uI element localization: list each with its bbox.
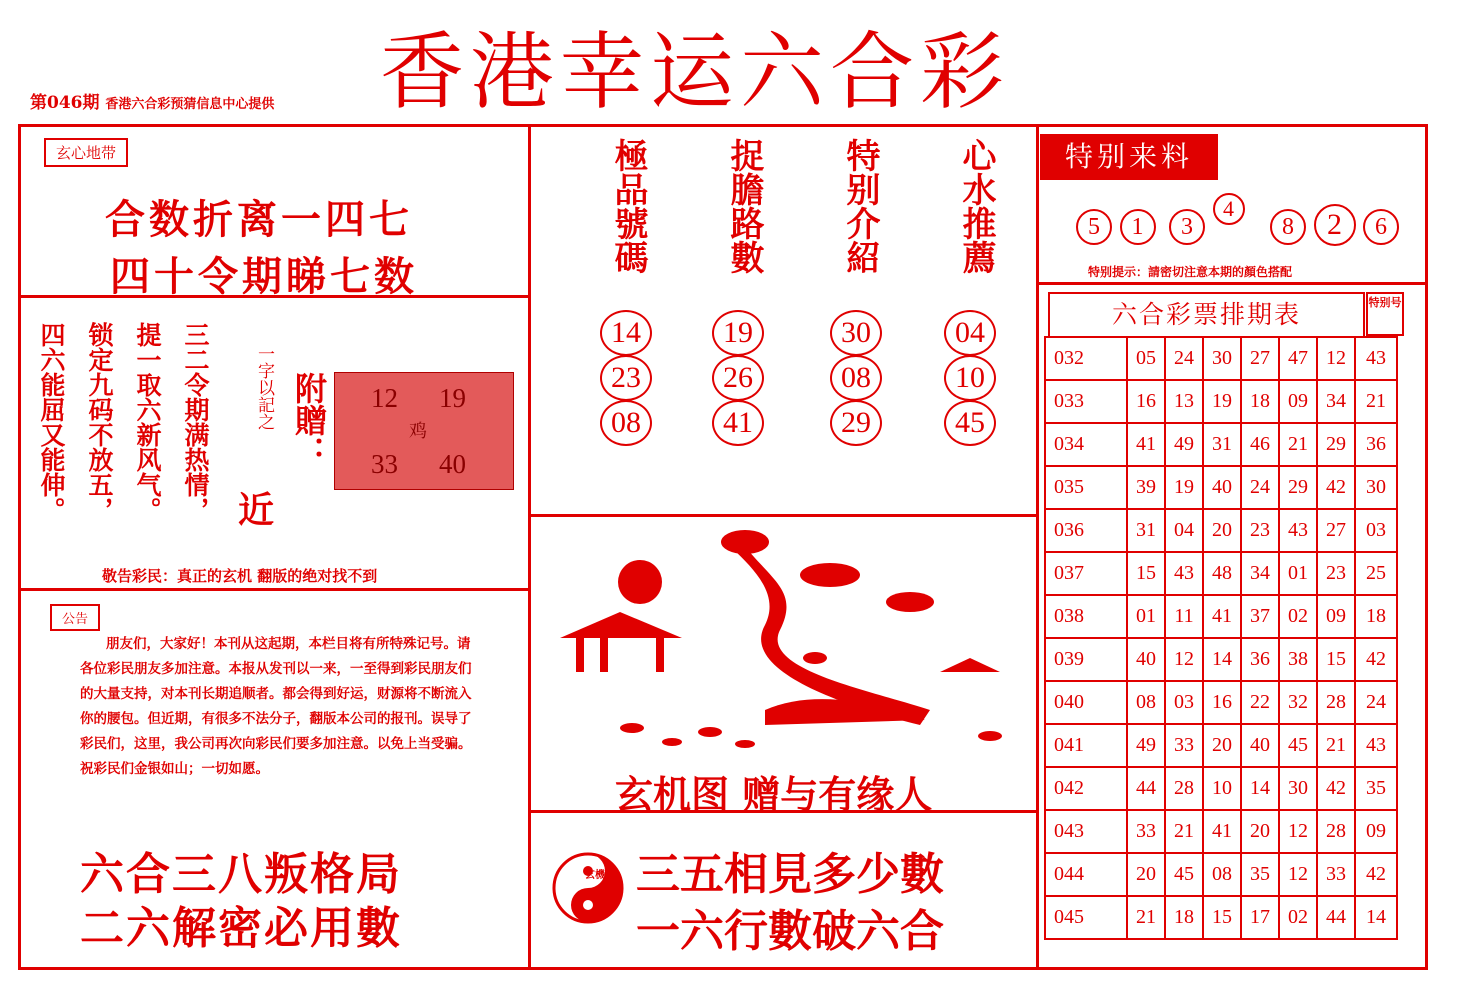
schedule-number: 20 xyxy=(1203,724,1241,767)
divider-mid-right xyxy=(1036,124,1039,970)
schedule-number: 23 xyxy=(1241,509,1279,552)
notice-text: 朋友们，大家好！本刊从这起期，本栏目将有所特殊记号。请各位彩民朋友多加注意。本报从发刊以一来，一至得到彩民朋友们的大量支持，对本刊长期追顺者。都会得到好运，财源将不断流入你的腰包。但近期，有很多不法分子，翻版本公司的报刊。误导了彩民们，这里，我公司再次向彩民们要多加注意。以免上当受骗。祝彩民们金银如山；一切如愿。 xyxy=(80,636,472,777)
schedule-number: 44 xyxy=(1127,767,1165,810)
schedule-special-number: 30 xyxy=(1355,466,1397,509)
bottom-mid-line-1: 三五相見多少數 xyxy=(636,849,944,900)
stepping-stones-icon xyxy=(620,723,1002,748)
schedule-number: 12 xyxy=(1317,337,1355,380)
schedule-number: 15 xyxy=(1317,638,1355,681)
schedule-row xyxy=(1045,853,1397,896)
poem-col-1: 三二令期满热情， xyxy=(181,322,210,522)
schedule-body xyxy=(1045,337,1397,939)
schedule-special-number: 18 xyxy=(1355,595,1397,638)
schedule-number: 41 xyxy=(1203,810,1241,853)
gift-number-box xyxy=(334,372,514,490)
issue-provider: 香港六合彩预猜信息中心提供 xyxy=(105,97,275,112)
schedule-number: 12 xyxy=(1165,638,1203,681)
bottom-left-line-2: 二六解密必用數 xyxy=(80,903,402,954)
schedule-number: 28 xyxy=(1165,767,1203,810)
schedule-row xyxy=(1045,337,1397,380)
schedule-number: 21 xyxy=(1317,724,1355,767)
schedule-number: 38 xyxy=(1279,638,1317,681)
schedule-number: 29 xyxy=(1317,423,1355,466)
schedule-number: 40 xyxy=(1241,724,1279,767)
schedule-number: 19 xyxy=(1203,380,1241,423)
schedule-special-number: 35 xyxy=(1355,767,1397,810)
sun-icon xyxy=(618,560,662,604)
schedule-row xyxy=(1045,638,1397,681)
schedule-period: 038 xyxy=(1045,595,1127,638)
schedule-period: 043 xyxy=(1045,810,1127,853)
rec-col-4-title: 心水推薦 xyxy=(956,138,996,274)
schedule-table xyxy=(1044,336,1398,940)
schedule-number: 01 xyxy=(1127,595,1165,638)
schedule-special-number: 43 xyxy=(1355,337,1397,380)
schedule-period: 040 xyxy=(1045,681,1127,724)
divider-left-mid xyxy=(528,124,531,970)
schedule-period: 033 xyxy=(1045,380,1127,423)
poem-col-4: 四六能屈又能伸。 xyxy=(37,322,66,522)
schedule-special-number: 24 xyxy=(1355,681,1397,724)
schedule-row xyxy=(1045,767,1397,810)
schedule-number: 42 xyxy=(1317,767,1355,810)
schedule-number: 36 xyxy=(1241,638,1279,681)
schedule-number: 44 xyxy=(1317,896,1355,939)
divider-right-1 xyxy=(1036,282,1428,285)
rec-col-1-num-2: 23 xyxy=(600,355,652,401)
special-numbers xyxy=(1076,196,1399,246)
schedule-number: 12 xyxy=(1279,810,1317,853)
schedule-number: 33 xyxy=(1127,810,1165,853)
schedule-number: 01 xyxy=(1279,552,1317,595)
schedule-number: 43 xyxy=(1279,509,1317,552)
schedule-number: 24 xyxy=(1165,337,1203,380)
rec-col-1-num-1: 14 xyxy=(600,310,652,356)
schedule-row xyxy=(1045,595,1397,638)
schedule-row xyxy=(1045,681,1397,724)
schedule-period: 036 xyxy=(1045,509,1127,552)
schedule-number: 40 xyxy=(1127,638,1165,681)
schedule-number: 30 xyxy=(1203,337,1241,380)
schedule-number: 20 xyxy=(1127,853,1165,896)
schedule-period: 042 xyxy=(1045,767,1127,810)
schedule-number: 02 xyxy=(1279,595,1317,638)
schedule-number: 22 xyxy=(1241,681,1279,724)
schedule-number: 02 xyxy=(1279,896,1317,939)
schedule-number: 32 xyxy=(1279,681,1317,724)
schedule-number: 29 xyxy=(1279,466,1317,509)
schedule-row xyxy=(1045,509,1397,552)
schedule-number: 12 xyxy=(1279,853,1317,896)
schedule-number: 49 xyxy=(1165,423,1203,466)
top-left-line-2: 四十令期睇七数 xyxy=(110,253,418,300)
yin-yang-icon xyxy=(552,852,624,924)
rec-col-4-num-3: 45 xyxy=(944,400,996,446)
poem-col-2: 提一取六新风气。 xyxy=(133,322,162,522)
schedule-number: 20 xyxy=(1203,509,1241,552)
schedule-number: 11 xyxy=(1165,595,1203,638)
schedule-number: 30 xyxy=(1279,767,1317,810)
issue-number: 第046期 xyxy=(30,93,100,113)
schedule-number: 20 xyxy=(1241,810,1279,853)
schedule-number: 21 xyxy=(1127,896,1165,939)
gift-number-2: 19 xyxy=(439,383,466,413)
schedule-number: 45 xyxy=(1165,853,1203,896)
divider-left-2 xyxy=(18,588,530,591)
schedule-period: 045 xyxy=(1045,896,1127,939)
schedule-number: 18 xyxy=(1165,896,1203,939)
schedule-number: 18 xyxy=(1241,380,1279,423)
schedule-number: 37 xyxy=(1241,595,1279,638)
rec-col-3-num-1: 30 xyxy=(830,310,882,356)
notice-badge: 公告 xyxy=(50,604,100,631)
rec-col-1-num-3: 08 xyxy=(600,400,652,446)
schedule-number: 28 xyxy=(1317,681,1355,724)
bottom-left-line-1: 六合三八叛格局 xyxy=(80,849,402,900)
schedule-number: 14 xyxy=(1241,767,1279,810)
schedule-row xyxy=(1045,380,1397,423)
schedule-number: 15 xyxy=(1203,896,1241,939)
special-number-5: 8 xyxy=(1270,209,1306,245)
schedule-special-header: 特别号 xyxy=(1366,292,1404,336)
schedule-special-number: 43 xyxy=(1355,724,1397,767)
emblem-label: 玄機 xyxy=(585,870,605,881)
schedule-number: 41 xyxy=(1203,595,1241,638)
schedule-special-number: 21 xyxy=(1355,380,1397,423)
schedule-number: 16 xyxy=(1203,681,1241,724)
schedule-number: 08 xyxy=(1203,853,1241,896)
schedule-number: 04 xyxy=(1165,509,1203,552)
schedule-special-number: 36 xyxy=(1355,423,1397,466)
schedule-row xyxy=(1045,810,1397,853)
rec-col-4-num-2: 10 xyxy=(944,355,996,401)
pavilion-icon xyxy=(560,612,682,672)
special-number-2: 1 xyxy=(1120,209,1156,245)
schedule-number: 14 xyxy=(1203,638,1241,681)
rec-col-3-title: 特别介紹 xyxy=(840,138,880,274)
warning-text: 敬告彩民：真正的玄机 翻版的绝对找不到 xyxy=(102,567,378,585)
schedule-number: 10 xyxy=(1203,767,1241,810)
gift-word: 近 xyxy=(238,489,275,531)
schedule-title: 六合彩票排期表 xyxy=(1048,292,1365,338)
schedule-period: 041 xyxy=(1045,724,1127,767)
schedule-row xyxy=(1045,724,1397,767)
schedule-number: 45 xyxy=(1279,724,1317,767)
rec-col-4-num-1: 04 xyxy=(944,310,996,356)
bottom-mid-line-2: 一六行數破六合 xyxy=(636,906,944,957)
schedule-number: 21 xyxy=(1165,810,1203,853)
rec-col-3-num-3: 29 xyxy=(830,400,882,446)
special-number-1: 5 xyxy=(1076,209,1112,245)
schedule-row xyxy=(1045,896,1397,939)
schedule-number: 09 xyxy=(1279,380,1317,423)
special-number-6: 2 xyxy=(1314,204,1356,246)
schedule-number: 16 xyxy=(1127,380,1165,423)
schedule-number: 48 xyxy=(1203,552,1241,595)
schedule-period: 032 xyxy=(1045,337,1127,380)
rec-col-2-num-1: 19 xyxy=(712,310,764,356)
schedule-period: 035 xyxy=(1045,466,1127,509)
schedule-special-number: 03 xyxy=(1355,509,1397,552)
top-left-line-1: 合数折离一四七 xyxy=(105,196,413,243)
gift-animal: 鸡 xyxy=(409,421,427,442)
schedule-number: 49 xyxy=(1127,724,1165,767)
rock-icon xyxy=(940,658,1000,672)
gift-number-1: 12 xyxy=(371,383,398,413)
schedule-number: 40 xyxy=(1203,466,1241,509)
rec-col-1-title: 極品號碼 xyxy=(608,138,648,274)
schedule-number: 33 xyxy=(1317,853,1355,896)
schedule-number: 46 xyxy=(1241,423,1279,466)
schedule-number: 09 xyxy=(1317,595,1355,638)
gift-side-note: 一字以記之 xyxy=(254,345,274,430)
schedule-number: 28 xyxy=(1317,810,1355,853)
mystery-caption: 玄机图 赠与有缘人 xyxy=(615,772,933,817)
schedule-row xyxy=(1045,423,1397,466)
schedule-period: 044 xyxy=(1045,853,1127,896)
gift-number-3: 33 xyxy=(371,449,398,479)
schedule-number: 15 xyxy=(1127,552,1165,595)
schedule-number: 43 xyxy=(1165,552,1203,595)
schedule-row xyxy=(1045,466,1397,509)
schedule-number: 31 xyxy=(1127,509,1165,552)
schedule-special-number: 42 xyxy=(1355,853,1397,896)
schedule-period: 037 xyxy=(1045,552,1127,595)
schedule-number: 05 xyxy=(1127,337,1165,380)
schedule-number: 34 xyxy=(1241,552,1279,595)
issue-line xyxy=(30,88,274,113)
schedule-number: 34 xyxy=(1317,380,1355,423)
schedule-number: 27 xyxy=(1317,509,1355,552)
schedule-number: 39 xyxy=(1127,466,1165,509)
schedule-number: 33 xyxy=(1165,724,1203,767)
divider-mid-1 xyxy=(528,514,1038,517)
mystery-picture xyxy=(540,520,1030,770)
schedule-special-number: 09 xyxy=(1355,810,1397,853)
schedule-number: 03 xyxy=(1165,681,1203,724)
special-number-3: 3 xyxy=(1169,209,1205,245)
special-badge: 特别来料 xyxy=(1040,134,1218,180)
schedule-number: 19 xyxy=(1165,466,1203,509)
schedule-number: 27 xyxy=(1241,337,1279,380)
poem-col-3: 锁定九码不放五， xyxy=(85,322,114,522)
schedule-number: 17 xyxy=(1241,896,1279,939)
schedule-number: 35 xyxy=(1241,853,1279,896)
schedule-number: 21 xyxy=(1279,423,1317,466)
schedule-number: 47 xyxy=(1279,337,1317,380)
page-title: 香港幸运六合彩 xyxy=(380,23,1011,121)
special-number-4: 4 xyxy=(1213,193,1245,225)
schedule-row xyxy=(1045,552,1397,595)
pine-tree-icon xyxy=(721,530,934,725)
rec-col-2-num-2: 26 xyxy=(712,355,764,401)
rec-col-2-title: 捉膽路數 xyxy=(724,138,764,274)
schedule-special-number: 14 xyxy=(1355,896,1397,939)
schedule-number: 31 xyxy=(1203,423,1241,466)
rec-col-2-num-3: 41 xyxy=(712,400,764,446)
schedule-number: 13 xyxy=(1165,380,1203,423)
rec-col-3-num-2: 08 xyxy=(830,355,882,401)
gift-label: 附贈： xyxy=(290,372,328,468)
gift-number-4: 40 xyxy=(439,449,466,479)
schedule-period: 039 xyxy=(1045,638,1127,681)
schedule-number: 24 xyxy=(1241,466,1279,509)
schedule-number: 41 xyxy=(1127,423,1165,466)
schedule-special-number: 25 xyxy=(1355,552,1397,595)
top-left-badge: 玄心地带 xyxy=(44,138,128,167)
schedule-number: 08 xyxy=(1127,681,1165,724)
special-tip: 特别提示：請密切注意本期的顏色搭配 xyxy=(1088,265,1293,279)
schedule-number: 42 xyxy=(1317,466,1355,509)
special-number-7: 6 xyxy=(1363,209,1399,245)
schedule-number: 23 xyxy=(1317,552,1355,595)
schedule-period: 034 xyxy=(1045,423,1127,466)
schedule-special-number: 42 xyxy=(1355,638,1397,681)
